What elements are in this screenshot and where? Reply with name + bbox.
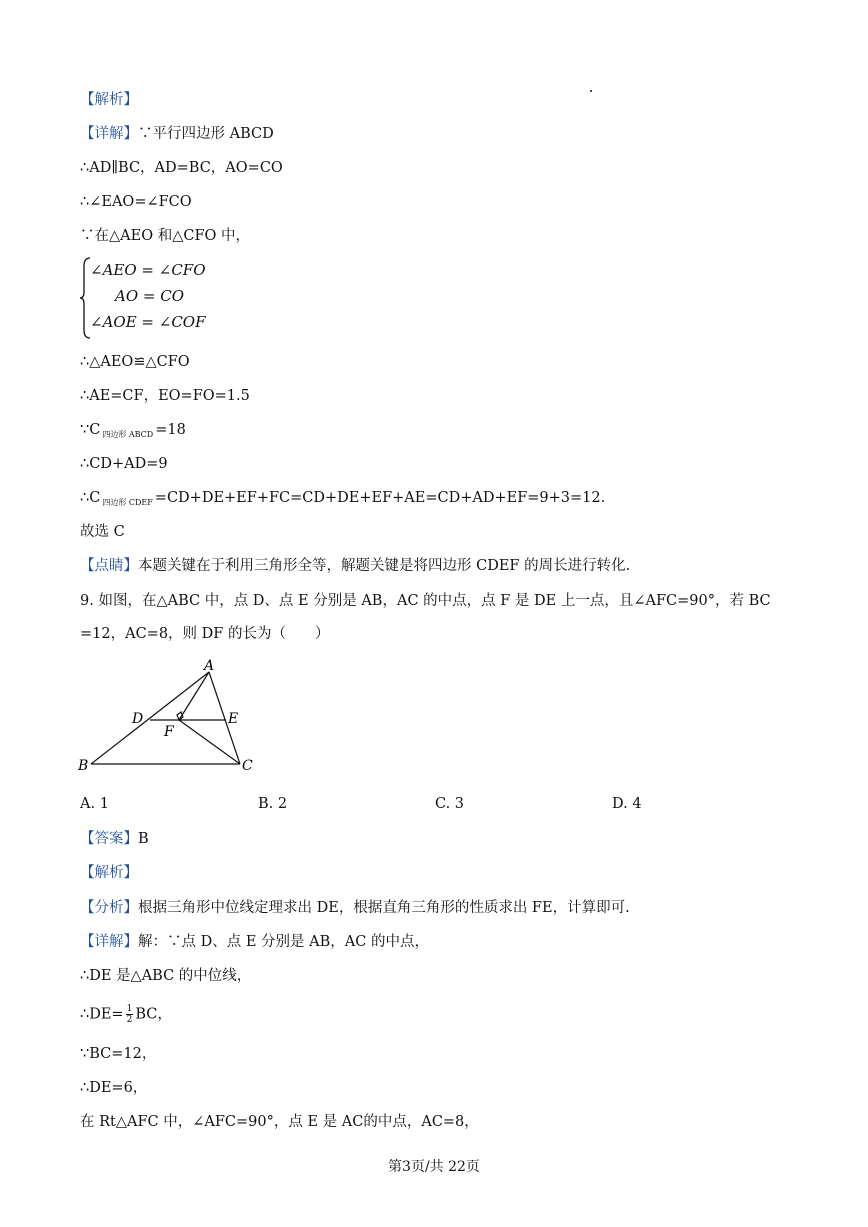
option-b[interactable]: B. 2: [258, 796, 288, 812]
equation-row-2: AO = CO: [115, 287, 185, 305]
solution-line-5: ∴DE=6，: [80, 1080, 148, 1096]
question-9-line-2: =12，AC=8，则 DF 的长为（ ）: [80, 626, 330, 642]
stray-dot: [590, 90, 592, 92]
detail-line-3: ∴∠EAO=∠FCO: [80, 194, 192, 210]
detail-line-7: ∵C $_{四边形 ABCD}$ =18: [80, 422, 186, 439]
detail-tag: 【详解】: [80, 126, 138, 142]
detail-line-1: 【详解】∵平行四边形 ABCD: [80, 126, 274, 142]
label-b: B: [78, 758, 89, 774]
option-c[interactable]: C. 3: [435, 796, 465, 812]
method-tag: 【分析】: [80, 900, 138, 916]
equation-row-1: ∠AEO = ∠CFO: [90, 261, 206, 279]
triangle-figure: [76, 656, 266, 782]
right-angle-mark: [177, 712, 183, 720]
detail-line-6: ∴AE=CF，EO=FO=1.5: [80, 388, 250, 404]
option-d[interactable]: D. 4: [612, 796, 642, 812]
segment-ab: [91, 672, 209, 764]
label-c: C: [242, 758, 253, 774]
detail-line-9: ∴C $_{四边形 CDEF}$ =CD+DE+EF+FC=CD+DE+EF+AE=CD+AD+EF=9+3=12.: [80, 490, 606, 507]
detail-line-4: ∵在△AEO 和△CFO 中，: [80, 228, 251, 244]
segment-af: [179, 672, 209, 720]
label-f: F: [164, 724, 174, 740]
method-line: 【分析】根据三角形中位线定理求出 DE，根据直角三角形的性质求出 FE，计算即可.: [80, 900, 630, 916]
detail-line-10: 故选 C: [80, 524, 125, 540]
fraction-one-half: $\frac{1}{2}$: [126, 1004, 133, 1025]
detail-tag-2: 【详解】: [80, 934, 138, 950]
answer-value: B: [138, 831, 149, 847]
solution-line-4: ∵BC=12，: [80, 1046, 157, 1062]
answer-tag: 【答案】: [80, 831, 138, 847]
analysis-tag-2: 【解析】: [80, 865, 138, 881]
solution-line-3: ∴DE= $\frac{1}{2}$ BC，: [80, 1004, 172, 1025]
detail-line-8: ∴CD+AD=9: [80, 456, 168, 472]
analysis-tag: 【解析】: [80, 92, 138, 108]
label-e: E: [228, 711, 239, 727]
question-9-line-1: 9. 如图，在△ABC 中，点 D、点 E 分别是 AB，AC 的中点，点 F 是 DE 上一点，且∠AFC=90°，若 BC: [80, 593, 771, 609]
solution-line-6: 在 Rt△AFC 中，∠AFC=90°，点 E 是 AC的中点，AC=8，: [80, 1114, 479, 1130]
equation-row-3: ∠AOE = ∠COF: [90, 313, 206, 331]
comment-line: 【点睛】本题关键在于利用三角形全等，解题关键是将四边形 CDEF 的周长进行转化.: [80, 558, 631, 574]
page-footer: 第3页/共 22页: [388, 1159, 480, 1175]
equation-system: [80, 256, 260, 340]
label-a: A: [204, 658, 215, 674]
detail-line-2: ∴AD∥BC，AD=BC，AO=CO: [80, 160, 283, 176]
option-a[interactable]: A. 1: [80, 796, 109, 812]
detail-line-5: ∴△AEO≌△CFO: [80, 354, 190, 370]
solution-line-2: ∴DE 是△ABC 的中位线，: [80, 968, 252, 984]
label-d: D: [132, 711, 144, 727]
solution-line-1: 【详解】解：∵点 D、点 E 分别是 AB，AC 的中点，: [80, 934, 429, 950]
answer-line: [80, 829, 149, 849]
comment-tag: 【点睛】: [80, 558, 138, 574]
